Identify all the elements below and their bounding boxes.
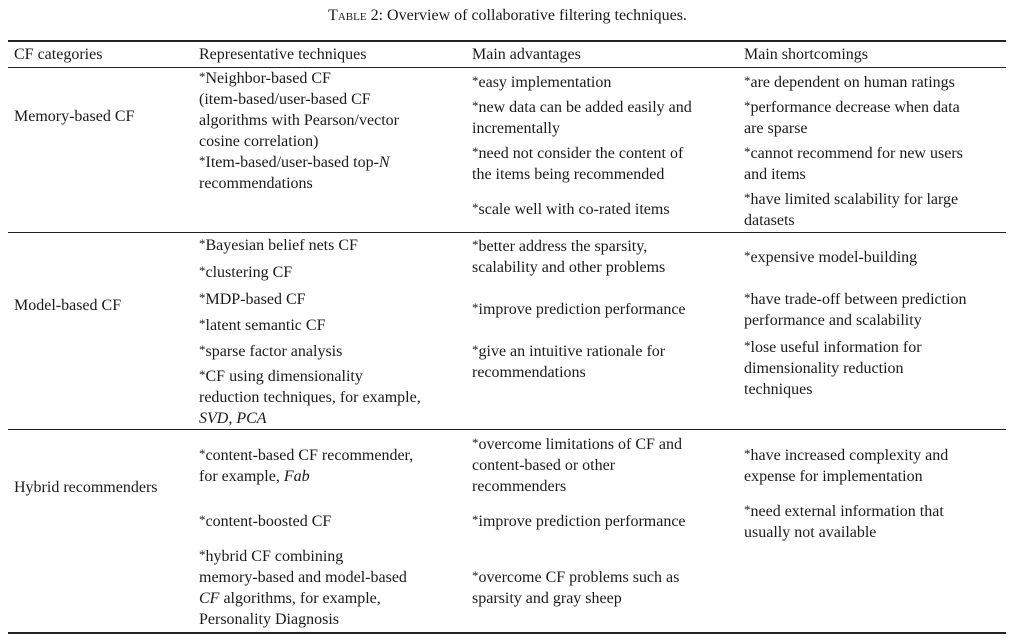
cell-shortcomings-item: *need external information that usually not available — [744, 502, 944, 541]
cell-techniques-item: *hybrid CF combining memory-based and model-based CF algorithms, for example, Personality Diagnosis — [199, 547, 407, 628]
column-header: CF categories — [14, 46, 103, 63]
cell-advantages-item: *better address the sparsity, scalability and other problems — [472, 237, 666, 276]
category-label: Memory-based CF — [14, 108, 135, 125]
cell-shortcomings-item: *lose useful information for dimensionality reduction techniques — [744, 338, 922, 398]
cell-shortcomings-item: *expensive model-building — [744, 248, 918, 266]
cell-techniques-item: *CF using dimensionality reduction techniques, for example, SVD, PCA — [199, 367, 421, 427]
cell-techniques-item: *sparse factor analysis — [199, 342, 343, 360]
table-caption-text: Overview of collaborative filtering techniques. — [387, 7, 687, 24]
category-label: Hybrid recommenders — [14, 479, 158, 496]
column-header: Main advantages — [472, 46, 581, 63]
category-label: Model-based CF — [14, 297, 122, 314]
cell-advantages-item: *overcome limitations of CF and content-based or other recommenders — [472, 435, 683, 495]
column-header: Main shortcomings — [744, 46, 868, 63]
bottom-rule — [8, 632, 1006, 634]
cell-techniques-item: *clustering CF — [199, 263, 293, 281]
row-divider — [8, 429, 1006, 430]
cell-techniques-item: *content-based CF recommender, for example, Fab — [199, 446, 414, 485]
cell-advantages-item: *easy implementation — [472, 73, 612, 91]
cell-advantages-item: *overcome CF problems such as sparsity and gray sheep — [472, 568, 680, 607]
cell-shortcomings-item: *cannot recommend for new users and items — [744, 144, 963, 183]
cell-techniques-item: *Bayesian belief nets CF — [199, 236, 358, 254]
cell-advantages-item: *improve prediction performance — [472, 512, 686, 530]
header-rule — [8, 67, 1006, 68]
cell-advantages-item: *scale well with co-rated items — [472, 200, 670, 218]
cell-shortcomings-item: *have increased complexity and expense for implementation — [744, 446, 949, 485]
cell-advantages-item: *need not consider the content of the items being recommended — [472, 144, 684, 183]
table-label: Table 2: — [328, 7, 384, 24]
table-caption — [0, 6, 1015, 26]
cell-techniques-item: *MDP-based CF — [199, 290, 306, 308]
cell-techniques-item: *content-boosted CF — [199, 512, 332, 530]
cell-shortcomings-item: *have trade-off between prediction performance and scalability — [744, 290, 967, 329]
cell-advantages-item: *new data can be added easily and incrementally — [472, 98, 692, 137]
cell-shortcomings-item: *are dependent on human ratings — [744, 73, 955, 91]
cell-techniques-item: *Item-based/user-based top-N recommendations — [199, 153, 390, 192]
cell-advantages-item: *improve prediction performance — [472, 300, 686, 318]
column-header: Representative techniques — [199, 46, 367, 63]
cell-techniques-item: *latent semantic CF — [199, 316, 326, 334]
cell-shortcomings-item: *have limited scalability for large datasets — [744, 190, 959, 229]
cell-advantages-item: *give an intuitive rationale for recommendations — [472, 342, 666, 381]
top-rule — [8, 40, 1006, 42]
row-divider — [8, 232, 1006, 233]
cell-shortcomings-item: *performance decrease when data are sparse — [744, 98, 960, 137]
cell-techniques-item: *Neighbor-based CF (item-based/user-based CF algorithms with Pearson/vector cosine correlation) — [199, 69, 399, 150]
